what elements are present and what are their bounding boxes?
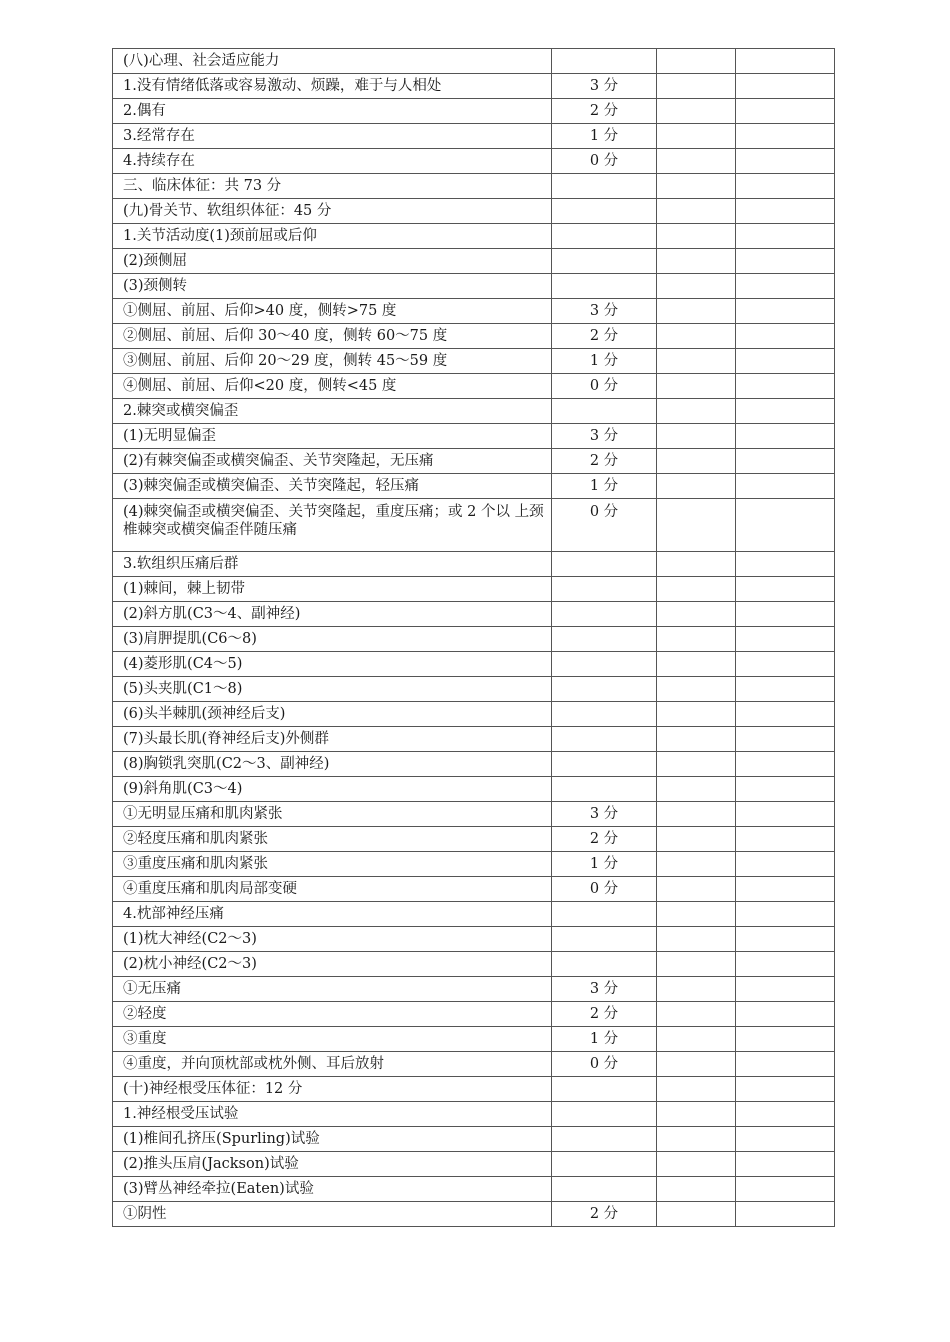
item-cell: 1.没有情绪低落或容易激动、烦躁，难于与人相处 [113, 74, 552, 99]
score-cell: 3 分 [552, 424, 657, 449]
table-row [113, 1102, 835, 1127]
table-row [113, 124, 835, 149]
blank-cell [657, 424, 736, 449]
score-cell [552, 1077, 657, 1102]
blank-cell [657, 827, 736, 852]
item-cell: (4)棘突偏歪或横突偏歪、关节突隆起，重度压痛；或 2 个以 上颈椎棘突或横突偏歪伴随压痛 [113, 499, 552, 552]
score-cell [552, 1177, 657, 1202]
blank-cell [657, 299, 736, 324]
blank-cell [657, 602, 736, 627]
score-cell: 0 分 [552, 499, 657, 552]
table-row [113, 299, 835, 324]
blank-cell [736, 677, 835, 702]
blank-cell [736, 1152, 835, 1177]
table-row [113, 224, 835, 249]
blank-cell [736, 324, 835, 349]
item-cell: ②侧屈、前屈、后仰 30～40 度，侧转 60～75 度 [113, 324, 552, 349]
item-cell: (9)斜角肌(C3～4) [113, 777, 552, 802]
item-cell: (八)心理、社会适应能力 [113, 49, 552, 74]
table-row [113, 1002, 835, 1027]
item-cell: (7)头最长肌(脊神经后支)外侧群 [113, 727, 552, 752]
item-cell: (3)颈侧转 [113, 274, 552, 299]
score-cell: 1 分 [552, 474, 657, 499]
table-row [113, 349, 835, 374]
blank-cell [736, 74, 835, 99]
score-cell: 2 分 [552, 827, 657, 852]
score-cell: 3 分 [552, 802, 657, 827]
blank-cell [736, 977, 835, 1002]
score-cell [552, 677, 657, 702]
item-cell: 3.经常存在 [113, 124, 552, 149]
blank-cell [736, 49, 835, 74]
score-cell [552, 702, 657, 727]
item-cell: ②轻度 [113, 1002, 552, 1027]
blank-cell [736, 752, 835, 777]
table-row [113, 1052, 835, 1077]
blank-cell [736, 1202, 835, 1227]
blank-cell [657, 977, 736, 1002]
item-cell: (九)骨关节、软组织体征：45 分 [113, 199, 552, 224]
blank-cell [736, 199, 835, 224]
blank-cell [657, 577, 736, 602]
blank-cell [736, 1102, 835, 1127]
blank-cell [657, 449, 736, 474]
score-cell [552, 399, 657, 424]
blank-cell [657, 49, 736, 74]
score-cell: 1 分 [552, 1027, 657, 1052]
table-row [113, 1127, 835, 1152]
table-row [113, 602, 835, 627]
item-cell: 2.偶有 [113, 99, 552, 124]
table-row [113, 752, 835, 777]
blank-cell [736, 1077, 835, 1102]
blank-cell [736, 802, 835, 827]
blank-cell [736, 1002, 835, 1027]
blank-cell [736, 952, 835, 977]
blank-cell [657, 1202, 736, 1227]
table-row [113, 274, 835, 299]
blank-cell [736, 552, 835, 577]
blank-cell [657, 902, 736, 927]
table-row [113, 1152, 835, 1177]
score-cell: 1 分 [552, 124, 657, 149]
score-cell: 0 分 [552, 374, 657, 399]
blank-cell [657, 952, 736, 977]
table-row [113, 702, 835, 727]
score-cell [552, 224, 657, 249]
blank-cell [736, 374, 835, 399]
table-row [113, 652, 835, 677]
item-cell: (2)斜方肌(C3～4、副神经) [113, 602, 552, 627]
blank-cell [657, 702, 736, 727]
blank-cell [657, 652, 736, 677]
item-cell: 4.枕部神经压痛 [113, 902, 552, 927]
table-row [113, 1027, 835, 1052]
table-row [113, 1202, 835, 1227]
score-cell: 3 分 [552, 299, 657, 324]
item-cell: (2)推头压肩(Jackson)试验 [113, 1152, 552, 1177]
item-cell: 1.神经根受压试验 [113, 1102, 552, 1127]
blank-cell [657, 877, 736, 902]
score-cell: 2 分 [552, 449, 657, 474]
blank-cell [657, 224, 736, 249]
blank-cell [736, 349, 835, 374]
item-cell: (6)头半棘肌(颈神经后支) [113, 702, 552, 727]
blank-cell [736, 852, 835, 877]
item-cell: (1)椎间孔挤压(Spurling)试验 [113, 1127, 552, 1152]
blank-cell [657, 199, 736, 224]
blank-cell [736, 174, 835, 199]
blank-cell [736, 577, 835, 602]
score-cell [552, 952, 657, 977]
table-row [113, 802, 835, 827]
blank-cell [736, 927, 835, 952]
table-row [113, 374, 835, 399]
score-cell: 1 分 [552, 349, 657, 374]
score-cell [552, 1152, 657, 1177]
blank-cell [657, 1102, 736, 1127]
item-cell: (十)神经根受压体征：12 分 [113, 1077, 552, 1102]
table-row [113, 777, 835, 802]
table-row [113, 499, 835, 552]
table-row [113, 424, 835, 449]
score-cell [552, 777, 657, 802]
item-cell: (3)棘突偏歪或横突偏歪、关节突隆起，轻压痛 [113, 474, 552, 499]
table-row [113, 952, 835, 977]
blank-cell [657, 374, 736, 399]
table-row [113, 852, 835, 877]
item-cell: 三、临床体征：共 73 分 [113, 174, 552, 199]
blank-cell [657, 124, 736, 149]
item-cell: (2)颈侧屈 [113, 249, 552, 274]
item-cell: (4)菱形肌(C4～5) [113, 652, 552, 677]
item-cell: (2)枕小神经(C2～3) [113, 952, 552, 977]
item-cell: (3)肩胛提肌(C6～8) [113, 627, 552, 652]
score-cell: 0 分 [552, 877, 657, 902]
score-cell [552, 199, 657, 224]
blank-cell [736, 249, 835, 274]
score-cell [552, 752, 657, 777]
table-row [113, 99, 835, 124]
score-cell [552, 552, 657, 577]
blank-cell [736, 702, 835, 727]
blank-cell [657, 274, 736, 299]
blank-cell [657, 174, 736, 199]
table-row [113, 977, 835, 1002]
blank-cell [657, 74, 736, 99]
blank-cell [657, 499, 736, 552]
score-cell: 0 分 [552, 149, 657, 174]
item-cell: (3)臂丛神经牵拉(Eaten)试验 [113, 1177, 552, 1202]
score-cell [552, 174, 657, 199]
blank-cell [657, 852, 736, 877]
blank-cell [657, 802, 736, 827]
blank-cell [657, 677, 736, 702]
blank-cell [657, 249, 736, 274]
table-row [113, 1077, 835, 1102]
item-cell: 1.关节活动度(1)颈前屈或后仰 [113, 224, 552, 249]
score-cell: 2 分 [552, 99, 657, 124]
item-cell: ③重度压痛和肌肉紧张 [113, 852, 552, 877]
item-cell: (1)棘间，棘上韧带 [113, 577, 552, 602]
table-row [113, 627, 835, 652]
table-row [113, 199, 835, 224]
blank-cell [736, 777, 835, 802]
score-cell [552, 902, 657, 927]
blank-cell [736, 652, 835, 677]
blank-cell [736, 902, 835, 927]
table-row [113, 74, 835, 99]
table-row [113, 877, 835, 902]
blank-cell [736, 299, 835, 324]
blank-cell [736, 99, 835, 124]
blank-cell [736, 1177, 835, 1202]
score-cell [552, 577, 657, 602]
blank-cell [736, 124, 835, 149]
score-cell [552, 727, 657, 752]
blank-cell [657, 627, 736, 652]
blank-cell [657, 752, 736, 777]
blank-cell [657, 149, 736, 174]
blank-cell [736, 424, 835, 449]
blank-cell [657, 1077, 736, 1102]
score-cell [552, 927, 657, 952]
blank-cell [657, 777, 736, 802]
table-row [113, 552, 835, 577]
table-row [113, 727, 835, 752]
table-row [113, 449, 835, 474]
blank-cell [736, 1052, 835, 1077]
blank-cell [736, 627, 835, 652]
score-cell [552, 627, 657, 652]
blank-cell [736, 499, 835, 552]
item-cell: ①无压痛 [113, 977, 552, 1002]
score-cell: 3 分 [552, 977, 657, 1002]
blank-cell [736, 274, 835, 299]
item-cell: (1)枕大神经(C2～3) [113, 927, 552, 952]
blank-cell [736, 449, 835, 474]
table-row [113, 399, 835, 424]
blank-cell [657, 349, 736, 374]
item-cell: ①无明显压痛和肌肉紧张 [113, 802, 552, 827]
table-row [113, 577, 835, 602]
table-row [113, 249, 835, 274]
item-cell: ③侧屈、前屈、后仰 20～29 度，侧转 45～59 度 [113, 349, 552, 374]
item-cell: (1)无明显偏歪 [113, 424, 552, 449]
blank-cell [657, 927, 736, 952]
blank-cell [736, 149, 835, 174]
score-cell: 2 分 [552, 1202, 657, 1227]
item-cell: ①侧屈、前屈、后仰>40 度，侧转>75 度 [113, 299, 552, 324]
blank-cell [736, 1027, 835, 1052]
blank-cell [736, 1127, 835, 1152]
table-body [113, 49, 835, 1227]
blank-cell [657, 727, 736, 752]
item-cell: (5)头夹肌(C1～8) [113, 677, 552, 702]
score-cell [552, 1102, 657, 1127]
item-cell: ②轻度压痛和肌肉紧张 [113, 827, 552, 852]
blank-cell [736, 602, 835, 627]
item-cell: (2)有棘突偏歪或横突偏歪、关节突隆起，无压痛 [113, 449, 552, 474]
blank-cell [657, 99, 736, 124]
blank-cell [657, 324, 736, 349]
table-row [113, 324, 835, 349]
item-cell: ①阴性 [113, 1202, 552, 1227]
blank-cell [657, 1002, 736, 1027]
item-cell: (8)胸锁乳突肌(C2～3、副神经) [113, 752, 552, 777]
table-row [113, 149, 835, 174]
blank-cell [657, 1152, 736, 1177]
scoring-sheet [112, 48, 834, 1227]
table-row [113, 927, 835, 952]
score-cell [552, 249, 657, 274]
item-cell: ③重度 [113, 1027, 552, 1052]
score-cell [552, 1127, 657, 1152]
blank-cell [657, 1177, 736, 1202]
blank-cell [736, 877, 835, 902]
score-cell: 1 分 [552, 852, 657, 877]
score-cell [552, 602, 657, 627]
blank-cell [657, 552, 736, 577]
item-cell: 3.软组织压痛后群 [113, 552, 552, 577]
table-row [113, 49, 835, 74]
table-row [113, 677, 835, 702]
scoring-table [112, 48, 835, 1227]
blank-cell [736, 727, 835, 752]
item-cell: ④侧屈、前屈、后仰<20 度，侧转<45 度 [113, 374, 552, 399]
blank-cell [657, 1052, 736, 1077]
score-cell [552, 652, 657, 677]
score-cell: 2 分 [552, 1002, 657, 1027]
table-row [113, 902, 835, 927]
blank-cell [736, 827, 835, 852]
score-cell: 3 分 [552, 74, 657, 99]
blank-cell [657, 1027, 736, 1052]
table-row [113, 1177, 835, 1202]
blank-cell [736, 474, 835, 499]
item-cell: ④重度，并向顶枕部或枕外侧、耳后放射 [113, 1052, 552, 1077]
blank-cell [657, 399, 736, 424]
score-cell [552, 274, 657, 299]
score-cell [552, 49, 657, 74]
score-cell: 2 分 [552, 324, 657, 349]
blank-cell [657, 1127, 736, 1152]
blank-cell [736, 224, 835, 249]
table-row [113, 474, 835, 499]
table-row [113, 827, 835, 852]
blank-cell [657, 474, 736, 499]
table-row [113, 174, 835, 199]
item-cell: ④重度压痛和肌肉局部变硬 [113, 877, 552, 902]
blank-cell [736, 399, 835, 424]
score-cell: 0 分 [552, 1052, 657, 1077]
item-cell: 2.棘突或横突偏歪 [113, 399, 552, 424]
item-cell: 4.持续存在 [113, 149, 552, 174]
